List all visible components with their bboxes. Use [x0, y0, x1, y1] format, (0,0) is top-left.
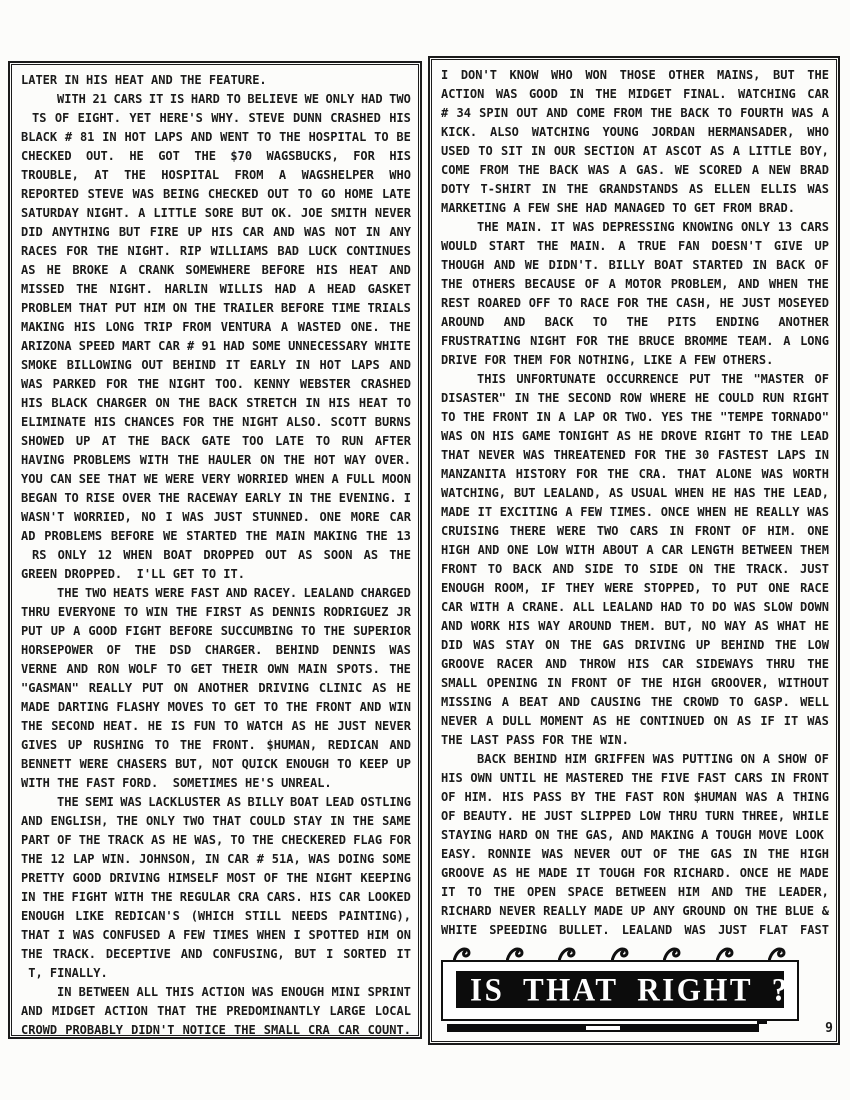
text-line: COME FROM THE BACK WAS A GAS. WE SCORED A NEW BRAD	[441, 163, 829, 177]
text-line: AD PROBLEMS BEFORE WE STARTED THE MAIN MAKING THE 13	[21, 529, 411, 543]
text-line: THRU EVERYONE TO WIN THE FIRST AS DENNIS RODRIGUEZ JR	[21, 605, 411, 619]
text-line: HIS OWN UNTIL HE MASTERED THE FIVE FAST CARS IN FRONT	[441, 771, 829, 785]
text-line: CROWD PROBABLY DIDN'T NOTICE THE SMALL CRA CAR COUNT.	[21, 1023, 411, 1036]
text-line: # 34 SPIN OUT AND COME FROM THE BACK TO FOURTH WAS A	[441, 106, 829, 120]
text-line: IN THE FIGHT WITH THE REGULAR CRA CARS. HIS CAR LOOKED	[21, 890, 411, 904]
text-line: IN BETWEEN ALL THIS ACTION WAS ENOUGH MINI SPRINT	[57, 985, 411, 999]
page-number: 9	[825, 1021, 833, 1036]
text-line: PRETTY GOOD DRIVING HIMSELF MOST OF THE NIGHT KEEPING	[21, 871, 411, 885]
text-line: THE SECOND HEAT. HE IS FUN TO WATCH AS HE JUST NEVER	[21, 719, 411, 733]
text-line: HIS BLACK CHARGER ON THE BACK STRETCH IN HIS HEAT TO	[21, 396, 411, 410]
text-line: THIS UNFORTUNATE OCCURRENCE PUT THE "MASTER OF	[477, 372, 829, 386]
text-line: TO THE FRONT IN A LAP OR TWO. YES THE "TEMPE TORNADO"	[441, 410, 829, 424]
text-line: WAS ON HIS GAME TONIGHT AS HE DROVE RIGHT TO THE LEAD	[441, 429, 829, 443]
text-line: MARKETING A FEW SHE HAD MANAGED TO GET FROM BRAD.	[441, 201, 796, 215]
text-line: HIGH AND ONE LOW WITH ABOUT A CAR LENGTH BETWEEN THEM	[441, 543, 829, 557]
text-line: AND ENGLISH, THE ONLY TWO THAT COULD STAY IN THE SAME	[21, 814, 411, 828]
curl-hook-icon	[611, 946, 630, 962]
curl-hook-icon	[716, 946, 735, 962]
text-line: MADE IT EXCITING A FEW TIMES. ONCE WHEN HE REALLY WAS	[441, 505, 829, 519]
text-line: KICK. ALSO WATCHING YOUNG JORDAN HERMANSADER, WHO	[441, 125, 829, 139]
text-line: IT TO THE OPEN SPACE BETWEEN HIM AND THE LEADER,	[441, 885, 829, 899]
text-line: RICHARD NEVER REALLY MADE UP ANY GROUND ON THE BLUE &	[441, 904, 829, 918]
text-line: AS HE BROKE A CRANK SOMEWHERE BEFORE HIS HEAT AND	[21, 263, 411, 277]
text-line: YOU CAN SEE THAT WE WERE VERY WORRIED WHEN A FULL MOON	[21, 472, 411, 486]
text-line: THOUGH AND WE DIDN'T. BILLY BOAT STARTED IN BACK OF	[441, 258, 829, 272]
text-line: PROBLEM THAT PUT HIM ON THE TRAILER BEFORE TIME TRIALS	[21, 301, 411, 315]
curl-hook-icon	[453, 946, 472, 962]
text-line: VERNE AND RON WOLF TO GET THEIR OWN MAIN SPOTS. THE	[21, 662, 411, 676]
text-line: PUT UP A GOOD FIGHT BEFORE SUCCUMBING TO THE SUPERIOR	[21, 624, 411, 638]
text-line: THE OTHERS BECAUSE OF A MOTOR PROBLEM, AND WHEN THE	[441, 277, 829, 291]
text-line: THAT NEVER WAS THREATENED FOR THE 30 FASTEST LAPS IN	[441, 448, 829, 462]
text-line: TS OF EIGHT. YET HERE'S WHY. STEVE DUNN CRASHED HIS	[32, 111, 411, 125]
text-line: SHOWED UP AT THE BACK GATE TOO LATE TO RUN AFTER	[21, 434, 411, 448]
text-line: ELIMINATE HIS CHANCES FOR THE NIGHT ALSO. SCOTT BURNS	[21, 415, 411, 429]
text-line: WITH THE FAST FORD. SOMETIMES HE'S UNREAL.	[21, 776, 332, 790]
text-line: CAR WITH A CRANE. ALL LEALAND HAD TO DO WAS SLOW DOWN	[441, 600, 829, 614]
sign-box	[441, 960, 799, 1021]
banner-title: IS THAT RIGHT ?	[470, 970, 790, 1008]
text-line: GREEN DROPPED. I'LL GET TO IT.	[21, 567, 245, 581]
text-line: ACTION WAS GOOD IN THE MIDGET FINAL. WATCHING CAR	[441, 87, 829, 101]
text-line: SMOKE BILLOWING OUT BEHIND IT EARLY IN HOT LAPS AND	[21, 358, 411, 372]
text-line: BLACK # 81 IN HOT LAPS AND WENT TO THE HOSPITAL TO BE	[21, 130, 411, 144]
text-line: DID WAS STAY ON THE GAS DRIVING UP BEHIND THE LOW	[441, 638, 829, 652]
text-line: RACES FOR THE NIGHT. RIP WILLIAMS BAD LUCK CONTINUES	[21, 244, 411, 258]
text-line: WASN'T WORRIED, NO I WAS JUST STUNNED. ONE MORE CAR	[21, 510, 411, 524]
text-line: THE TRACK. DECEPTIVE AND CONFUSING, BUT I SORTED IT	[21, 947, 411, 961]
text-line: PART OF THE TRACK AS HE WAS, TO THE CHECKERED FLAG FOR	[21, 833, 411, 847]
curl-hook-icon	[558, 946, 577, 962]
text-line: THE LAST PASS FOR THE WIN.	[441, 733, 629, 747]
text-line: ENOUGH LIKE REDICAN'S (WHICH STILL NEEDS PAINTING),	[21, 909, 411, 923]
text-line: MADE DARTING FLASHY MOVES TO GET TO THE FRONT AND WIN	[21, 700, 411, 714]
text-line: THE 12 LAP WIN. JOHNSON, IN CAR # 51A, WAS DOING SOME	[21, 852, 411, 866]
curl-hook-icon	[663, 946, 682, 962]
text-line: OF HIM. HIS PASS BY THE FAST RON $HUMAN WAS A THING	[441, 790, 829, 804]
text-line: GIVES UP RUSHING TO THE FRONT. $HUMAN, REDICAN AND	[21, 738, 411, 752]
text-line: WITH 21 CARS IT IS HARD TO BELIEVE WE ONLY HAD TWO	[57, 92, 411, 106]
text-line: NEVER A DULL MOMENT AS HE CONTINUED ON AS IF IT WAS	[441, 714, 829, 728]
left-text-column	[8, 61, 422, 1039]
text-line: MISSING A BEAT AND CAUSING THE CROWD TO GASP. WELL	[441, 695, 829, 709]
text-line: "GASMAN" REALLY PUT ON ANOTHER DRIVING CLINIC AS HE	[21, 681, 411, 695]
sign-shadow-bar	[447, 1024, 759, 1032]
text-line: WHITE SPEEDING BULLET. LEALAND WAS JUST FLAT FAST	[441, 923, 829, 937]
text-line: T, FINALLY.	[21, 966, 108, 980]
text-line: ARIZONA SPEED MART CAR # 91 HAD SOME UNNECESSARY WHITE	[21, 339, 411, 353]
text-line: REPORTED STEVE WAS BEING CHECKED OUT TO GO HOME LATE	[21, 187, 411, 201]
text-line: HORSEPOWER OF THE DSD CHARGER. BEHIND DENNIS WAS	[21, 643, 411, 657]
sign-bar	[456, 970, 790, 1008]
text-line: THE SEMI WAS LACKLUSTER AS BILLY BOAT LEAD OSTLING	[57, 795, 411, 809]
curl-hook-icon	[768, 946, 787, 962]
text-line: MISSED THE NIGHT. HARLIN WILLIS HAD A HEAD GASKET	[21, 282, 411, 296]
curl-hooks-row	[441, 945, 799, 962]
text-line: ENOUGH ROOM, IF THEY WERE STOPPED, TO PUT ONE RACE	[441, 581, 829, 595]
text-line: THE TWO HEATS WERE FAST AND RACEY. LEALAND CHARGED	[57, 586, 411, 600]
text-line: THE MAIN. IT WAS DEPRESSING KNOWING ONLY 13 CARS	[477, 220, 829, 234]
text-line: CRUISING THERE WERE TWO CARS IN FRONT OF HIM. ONE	[441, 524, 829, 538]
text-line: STAYING HARD ON THE GAS, AND MAKING A TOUGH MOVE LOOK	[441, 828, 824, 842]
text-line: DISASTER" IN THE SECOND ROW WHERE HE COULD RUN RIGHT	[441, 391, 829, 405]
right-text-column-inner	[431, 59, 837, 1042]
text-line: REST ROARED OFF TO RACE FOR THE CASH, HE JUST MOSEYED	[441, 296, 829, 310]
text-line: HAVING PROBLEMS WITH THE HAULER ON THE HOT WAY OVER.	[21, 453, 411, 467]
text-line: USED TO SIT IN OUR SECTION AT ASCOT AS A LITTLE BOY,	[441, 144, 829, 158]
text-line: FRUSTRATING NIGHT FOR THE BRUCE BROMME TEAM. A LONG	[441, 334, 829, 348]
text-line: BEGAN TO RISE OVER THE RACEWAY EARLY IN THE EVENING. I	[21, 491, 411, 505]
text-line: EASY. RONNIE WAS NEVER OUT OF THE GAS IN THE HIGH	[441, 847, 829, 861]
text-line: WAS PARKED FOR THE NIGHT TOO. KENNY WEBSTER CRASHED	[21, 377, 411, 391]
text-line: OF BEAUTY. HE JUST SLIPPED LOW THRU TURN THREE, WHILE	[441, 809, 829, 823]
text-line: AROUND AND BACK TO THE PITS ENDING ANOTHER	[441, 315, 829, 329]
right-text-column	[428, 56, 840, 1045]
text-line: MAKING HIS LONG TRIP FROM VENTURA A WASTED ONE. THE	[21, 320, 411, 334]
text-line: WOULD START THE MAIN. A TRUE FAN DOESN'T GIVE UP	[441, 239, 829, 253]
sign-shadow-dash	[586, 1026, 620, 1030]
text-line: BENNETT WERE CHASERS BUT, NOT QUICK ENOUGH TO KEEP UP	[21, 757, 411, 771]
text-line: GROOVE RACER AND THROW HIS CAR SIDEWAYS THRU THE	[441, 657, 829, 671]
text-line: LATER IN HIS HEAT AND THE FEATURE.	[21, 73, 267, 87]
text-line: AND MIDGET ACTION THAT THE PREDOMINANTLY LARGE LOCAL	[21, 1004, 411, 1018]
text-line: TROUBLE, AT THE HOSPITAL FROM A WAGSHELPER WHO	[21, 168, 411, 182]
text-line: THAT I WAS CONFUSED A FEW TIMES WHEN I SPOTTED HIM ON	[21, 928, 411, 942]
text-line: MANZANITA HISTORY FOR THE CRA. THAT ALONE WAS WORTH	[441, 467, 829, 481]
curl-hook-icon	[506, 946, 525, 962]
text-line: FRONT TO BACK AND SIDE TO SIDE ON THE TRACK. JUST	[441, 562, 829, 576]
text-line: DRIVE FOR THEM FOR NOTHING, LIKE A FEW OTHERS.	[441, 353, 774, 367]
text-line: CHECKED OUT. HE GOT THE $70 WAGSBUCKS, FOR HIS	[21, 149, 411, 163]
text-line: DOTY T-SHIRT IN THE GRANDSTANDS AS ELLEN ELLIS WAS	[441, 182, 829, 196]
text-line: I DON'T KNOW WHO WON THOSE OTHER MAINS, BUT THE	[441, 68, 829, 82]
is-that-right-banner	[441, 945, 799, 1032]
text-line: WATCHING, BUT LEALAND, AS USUAL WHEN HE HAS THE LEAD,	[441, 486, 829, 500]
text-line: SMALL OPENING IN FRONT OF THE HIGH GROOVER, WITHOUT	[441, 676, 829, 690]
text-line: DID ANYTHING BUT FIRE UP HIS CAR AND WAS NOT IN ANY	[21, 225, 411, 239]
text-line: GROOVE AS HE MADE IT TOUGH FOR RICHARD. ONCE HE MADE	[441, 866, 829, 880]
text-line: SATURDAY NIGHT. A LITTLE SORE BUT OK. JOE SMITH NEVER	[21, 206, 411, 220]
right-text-block	[441, 66, 829, 940]
text-line: AND WORK HIS WAY AROUND THEM. BUT, NO WAY AS WHAT HE	[441, 619, 829, 633]
text-line: BACK BEHIND HIM GRIFFEN WAS PUTTING ON A SHOW OF	[477, 752, 829, 766]
left-text-column-inner	[11, 64, 419, 1036]
text-line: RS ONLY 12 WHEN BOAT DROPPED OUT AS SOON AS THE	[32, 548, 411, 562]
